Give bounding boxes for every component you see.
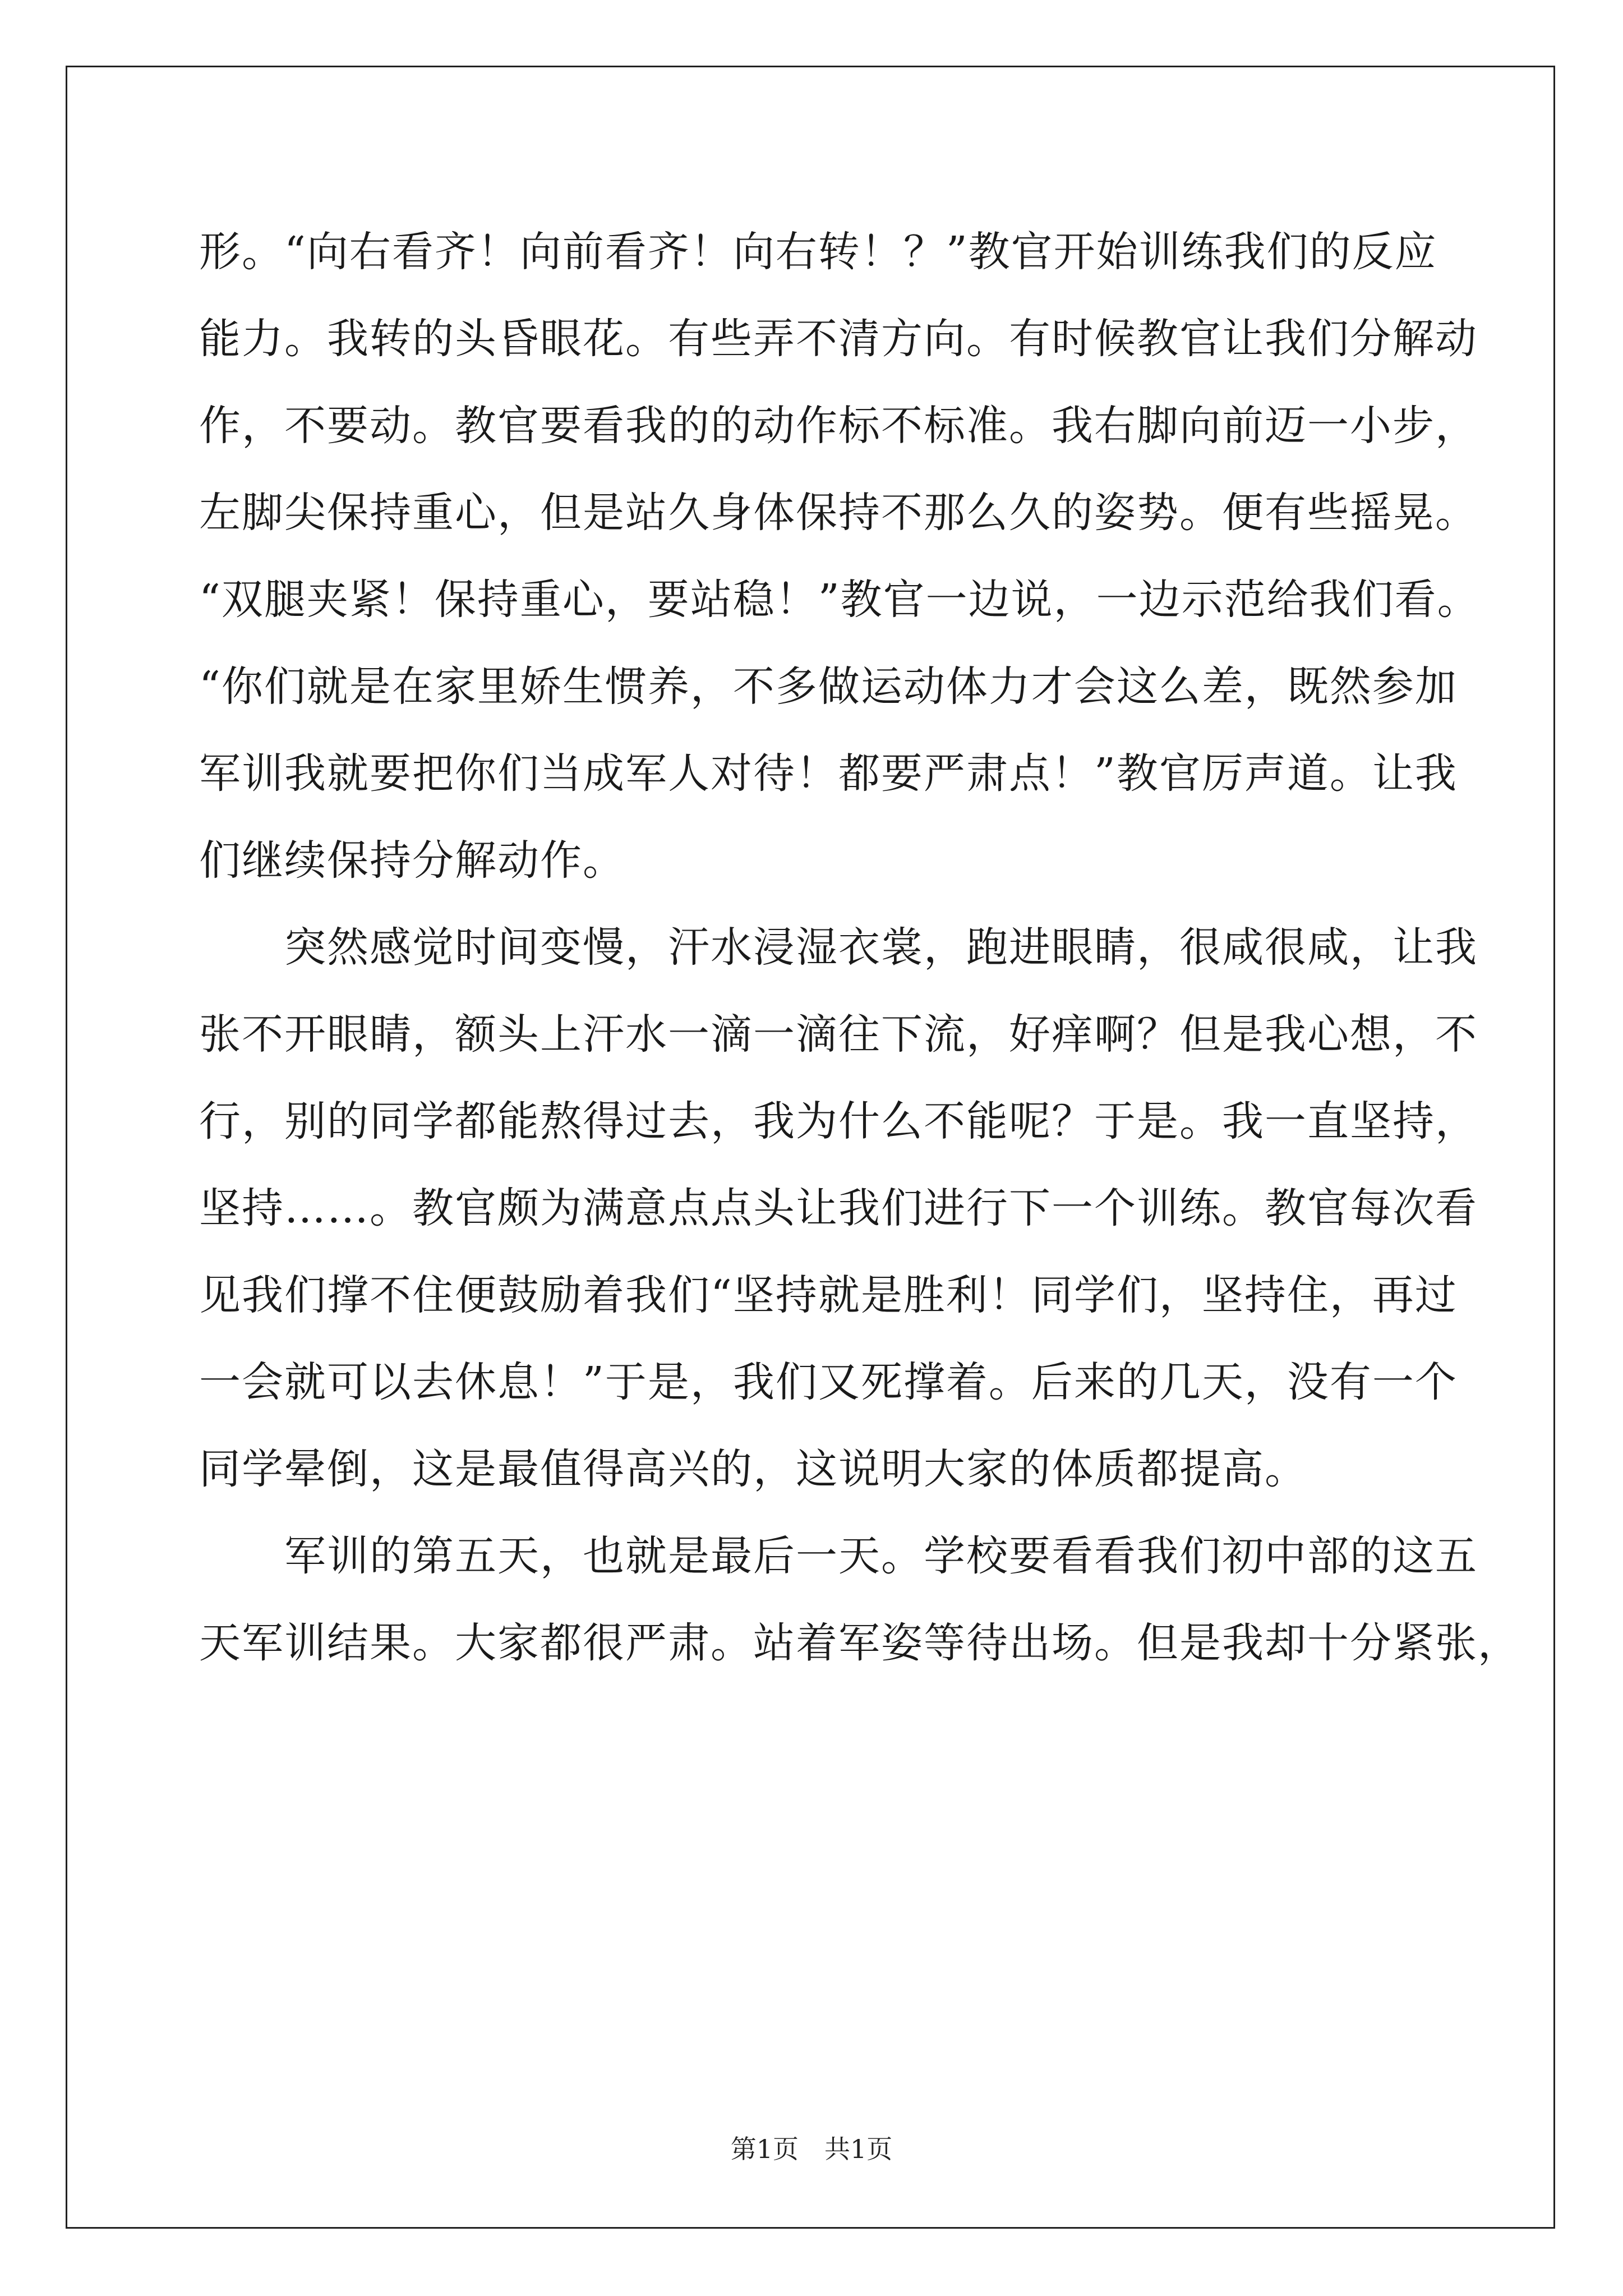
text-line: 一会就可以去休息！”于是，我们又死撑着。后来的几天，没有一个 xyxy=(199,1358,1458,1406)
text-line: 突然感觉时间变慢，汗水浸湿衣裳，跑进眼睛，很咸很咸，让我 xyxy=(199,923,1478,972)
text-line: 张不开眼睛，额头上汗水一滴一滴往下流，好痒啊？但是我心想，不 xyxy=(199,1010,1478,1059)
text-line: 行，别的同学都能熬得过去，我为什么不能呢？于是。我一直坚持， xyxy=(199,1097,1478,1145)
text-line: 同学晕倒，这是最值得高兴的，这说明大家的体质都提高。 xyxy=(199,1445,1307,1493)
text-line: “你们就是在家里娇生惯养，不多做运动体力才会这么差，既然参加 xyxy=(199,662,1458,711)
text-line: 左脚尖保持重心，但是站久身体保持不那么久的姿势。便有些摇晃。 xyxy=(199,489,1478,537)
text-line: 军训的第五天，也就是最后一天。学校要看看我们初中部的这五 xyxy=(199,1532,1478,1580)
document-body xyxy=(199,209,1520,1687)
text-line: 见我们撑不住便鼓励着我们“坚持就是胜利！同学们，坚持住，再过 xyxy=(199,1271,1458,1319)
text-line: 能力。我转的头昏眼花。有些弄不清方向。有时候教官让我们分解动 xyxy=(199,315,1478,363)
page-footer: 第1页 共1页 xyxy=(730,2134,893,2164)
text-line: 作，不要动。教官要看我的的动作标不标准。我右脚向前迈一小步， xyxy=(199,402,1478,450)
text-line: “双腿夹紧！保持重心，要站稳！”教官一边说，一边示范给我们看。 xyxy=(199,576,1480,624)
text-line: 们继续保持分解动作。 xyxy=(199,836,625,885)
text-line: 天军训结果。大家都很严肃。站着军姿等待出场。但是我却十分紧张， xyxy=(199,1619,1520,1667)
text-line: 形。“向右看齐！向前看齐！向右转！？”教官开始训练我们的反应 xyxy=(199,228,1437,276)
text-line: 坚持……。教官颇为满意点点头让我们进行下一个训练。教官每次看 xyxy=(199,1184,1478,1232)
text-line: 军训我就要把你们当成军人对待！都要严肃点！”教官厉声道。让我 xyxy=(199,749,1458,798)
